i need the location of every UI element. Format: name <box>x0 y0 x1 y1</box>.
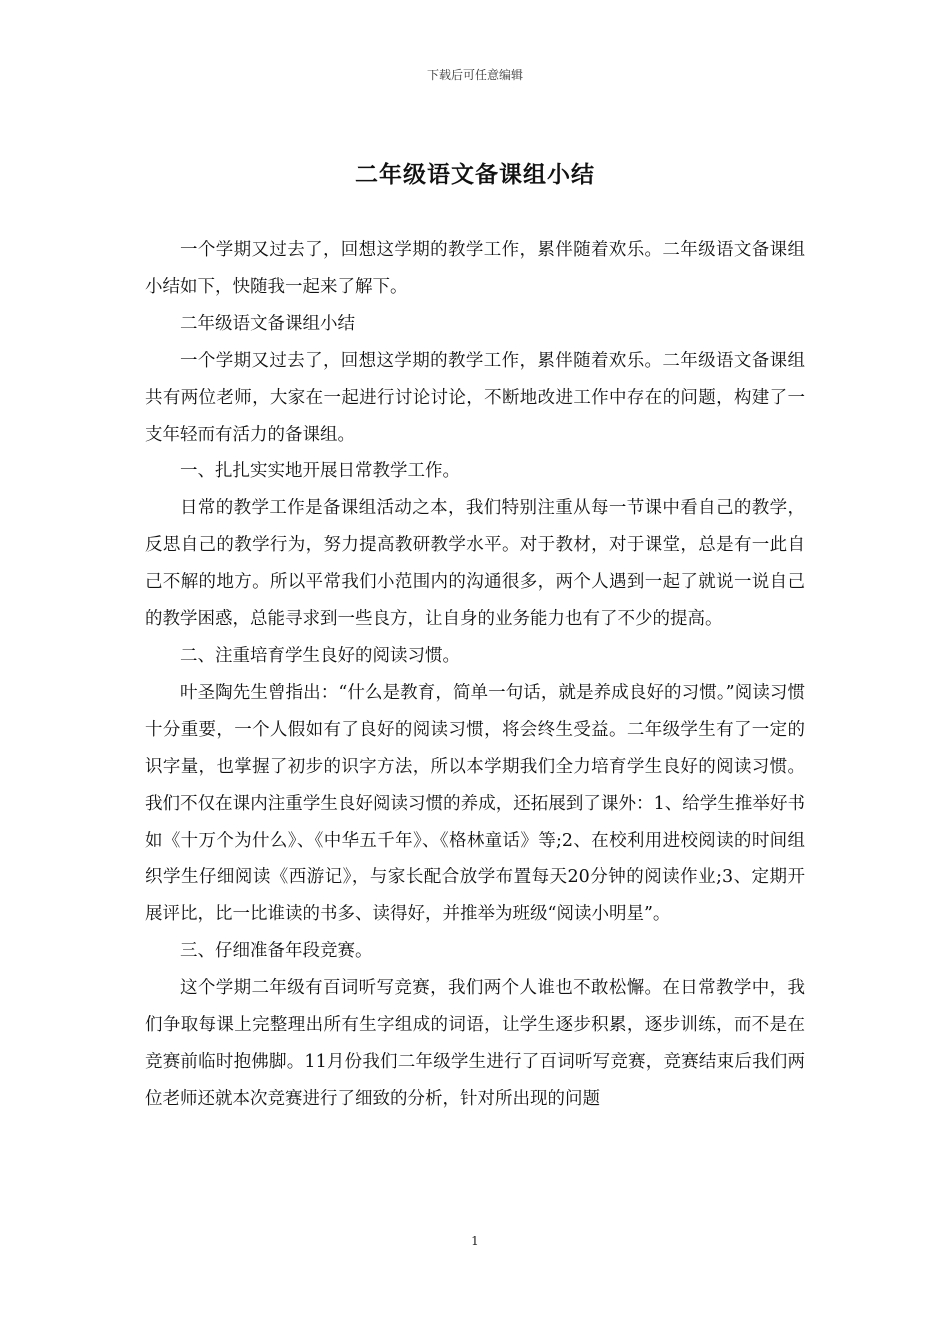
section-heading-2: 二、注重培育学生良好的阅读习惯。 <box>180 645 460 666</box>
page-number: 1 <box>471 1234 479 1248</box>
paragraph-section-2: 叶圣陶先生曾指出：“什么是教育，简单一句话，就是养成良好的习惯。”阅读习惯十分重要，一个人假如有了良好的阅读习惯，将会终生受益。二年级学生有了一定的识字量，也掌握了初步的识字方法，所以本学期我们全力培育学生良好的阅读习惯。我们不仅在课内注重学生良好阅读习惯的养成，还拓展到了课外：1、给学生推举好书如《十万个为什么》、《中华五千年》、《格林童话》等;2、在校利用进校阅读的时间组织学生仔细阅读《西游记》，与家长配合放学布置每天20分钟的阅读作业;3、定期开展评比，比一比谁读的书多、读得好，并推举为班级“阅读小明星”。 <box>145 682 805 925</box>
paragraph-section-1: 日常的教学工作是备课组活动之本，我们特别注重从每一节课中看自己的教学，反思自己的教学行为，努力提高教研教学水平。对于教材，对于课堂，总是有一此自己不解的地方。所以平常我们小范围内的沟通很多，两个人遇到一起了就说一说自己的教学困惑，总能寻求到一些良方，让自身的业务能力也有了不少的提高。 <box>145 498 805 630</box>
paragraph-intro: 一个学期又过去了，回想这学期的教学工作，累伴随着欢乐。二年级语文备课组小结如下，快随我一起来了解下。 <box>145 240 805 297</box>
document-title: 二年级语文备课组小结 <box>355 161 595 188</box>
document-body <box>145 232 805 1118</box>
paragraph-subtitle: 二年级语文备课组小结 <box>180 313 355 334</box>
paragraph-section-3: 这个学期二年级有百词听写竞赛，我们两个人谁也不敢松懈。在日常教学中，我们争取每课上完整理出所有生字组成的词语，让学生逐步积累，逐步训练，而不是在竞赛前临时抱佛脚。11月份我们二年级学生进行了百词听写竞赛，竞赛结束后我们两位老师还就本次竞赛进行了细致的分析，针对所出现的问题 <box>145 978 805 1109</box>
paragraph-overview: 一个学期又过去了，回想这学期的教学工作，累伴随着欢乐。二年级语文备课组共有两位老师，大家在一起进行讨论讨论，不断地改进工作中存在的问题，构建了一支年轻而有活力的备课组。 <box>145 350 805 445</box>
section-heading-1: 一、扎扎实实地开展日常教学工作。 <box>180 461 460 482</box>
section-heading-3: 三、仔细准备年段竞赛。 <box>180 941 373 962</box>
header-note: 下载后可任意编辑 <box>426 68 523 82</box>
